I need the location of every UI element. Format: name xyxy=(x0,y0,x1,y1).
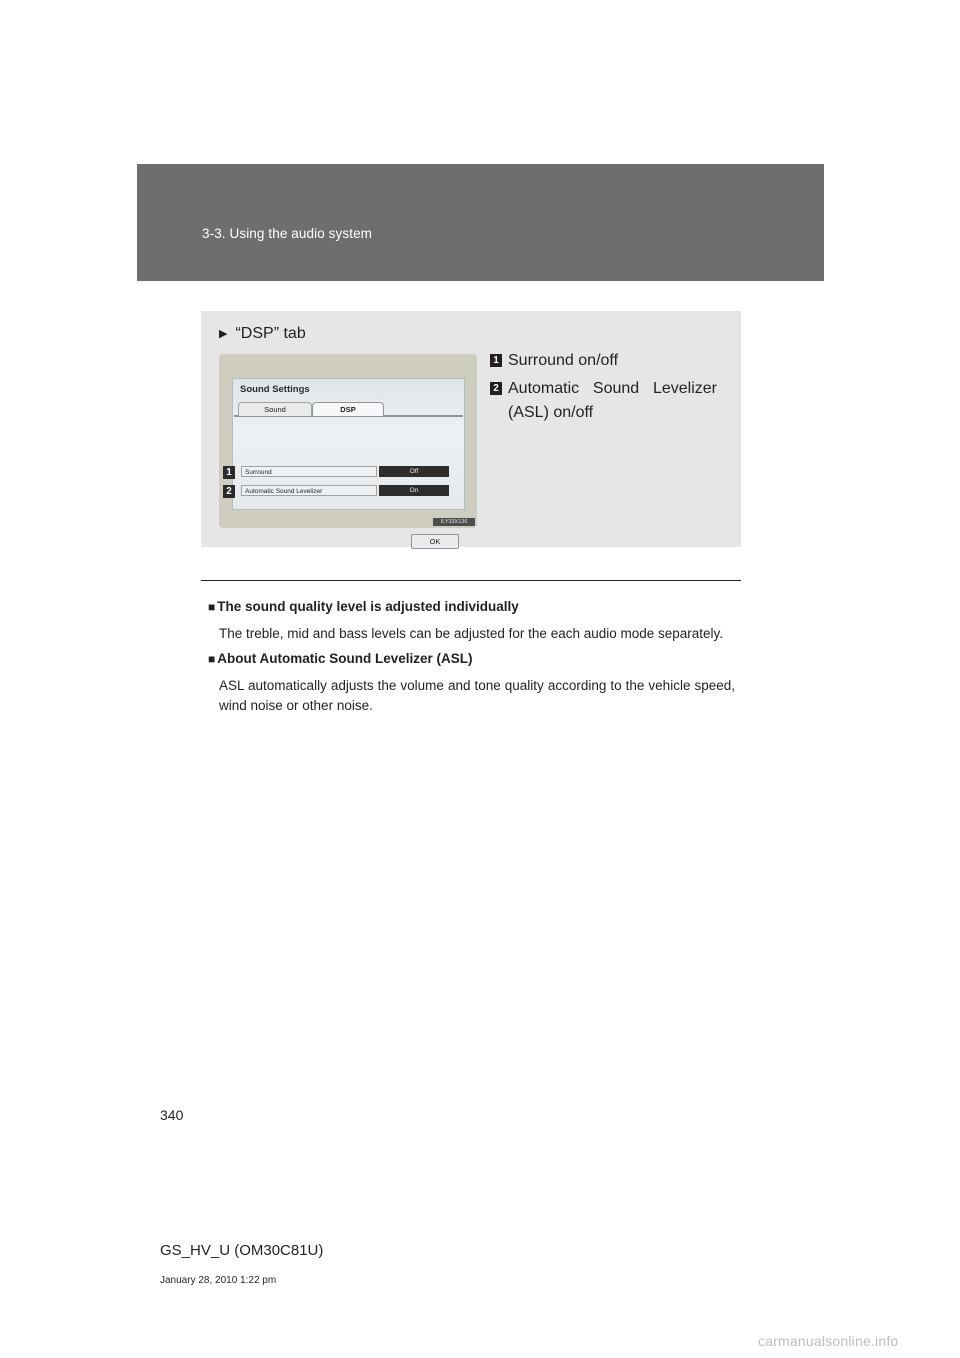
ok-button[interactable]: OK xyxy=(411,534,459,549)
section-heading-asl xyxy=(208,651,473,666)
section-title: 3-3. Using the audio system xyxy=(202,226,373,241)
asl-row[interactable] xyxy=(241,485,449,496)
section-heading-sound-quality xyxy=(208,599,519,614)
document-date: January 28, 2010 1:22 pm xyxy=(160,1275,277,1286)
surround-row[interactable] xyxy=(241,466,449,477)
square-bullet-icon: ■ xyxy=(208,652,216,666)
callout-1-badge: 1 xyxy=(223,466,235,479)
legend-number-1: 1 xyxy=(490,354,502,367)
tab-caption-text: “DSP” tab xyxy=(235,325,306,342)
section-divider xyxy=(201,580,741,581)
asl-label: Automatic Sound Levelizer xyxy=(241,485,377,496)
asl-value: On xyxy=(379,485,449,496)
surround-value: Off xyxy=(379,466,449,477)
figure-box xyxy=(201,311,741,547)
legend-text-2: Automatic Sound Levelizer (ASL) on/off xyxy=(508,380,717,421)
screen-illustration xyxy=(219,354,477,546)
legend-item-asl xyxy=(490,377,730,425)
screen-tab-bar xyxy=(234,401,463,417)
document-code: GS_HV_U (OM30C81U) xyxy=(160,1242,324,1259)
watermark: carmanualsonline.info xyxy=(758,1333,899,1349)
tab-sound[interactable]: Sound xyxy=(238,402,312,416)
page-number: 340 xyxy=(160,1107,184,1123)
tab-caption xyxy=(219,325,306,343)
header-band xyxy=(137,164,824,281)
section-heading-text-1: The sound quality level is adjusted individually xyxy=(217,599,519,614)
triangle-bullet-icon: ▶ xyxy=(219,328,228,340)
tab-dsp[interactable]: DSP xyxy=(312,402,384,416)
callout-2-badge: 2 xyxy=(223,485,235,498)
section-body-sound-quality: The treble, mid and bass levels can be adjusted for the each audio mode separately. xyxy=(219,626,724,641)
section-heading-text-2: About Automatic Sound Levelizer (ASL) xyxy=(217,651,473,666)
square-bullet-icon: ■ xyxy=(208,600,216,614)
surround-label: Surround xyxy=(241,466,377,477)
legend-number-2: 2 xyxy=(490,382,502,395)
legend-item-surround xyxy=(490,349,730,373)
image-code-label: ILY33X136 xyxy=(433,518,475,526)
legend-text-1: Surround on/off xyxy=(508,352,619,369)
screen-title: Sound Settings xyxy=(240,384,310,395)
section-body-asl: ASL automatically adjusts the volume and tone quality according to the vehicle speed, wind noise or other noise. xyxy=(219,678,735,713)
